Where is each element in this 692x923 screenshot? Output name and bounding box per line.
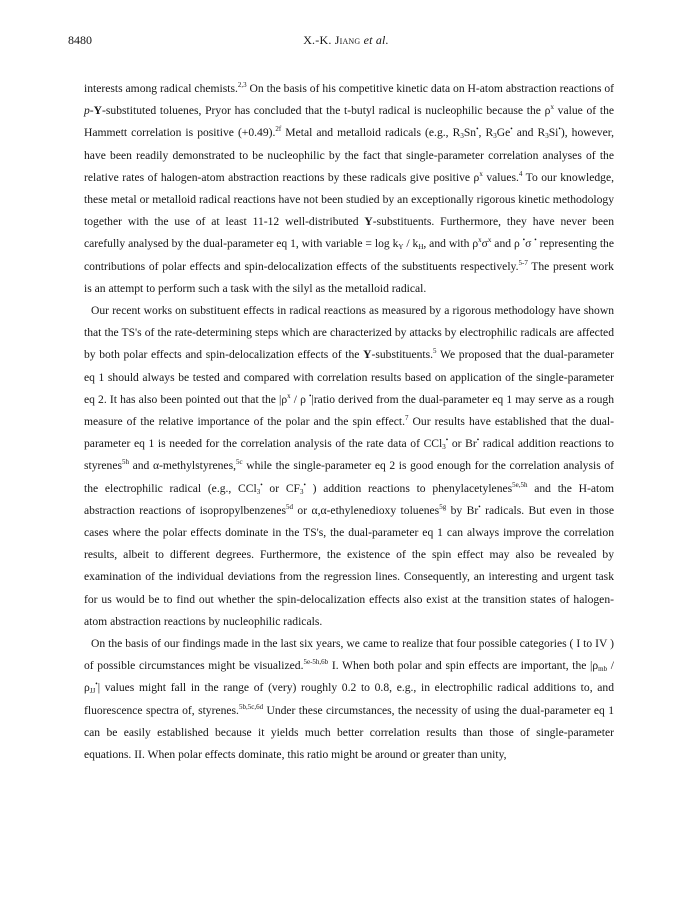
running-header — [0, 33, 692, 53]
page-number: 8480 — [68, 33, 92, 47]
paragraph-3: On the basis of our findings made in the last six years, we came to realize that four possible categories ( I to IV ) of possible circumstances might be visualized.$^{5e-5h,6b}$ I. When both polar and spin effects are important, the $|\rho_{mb} / \rho_{JJ}^•|$ values might fall in the range of (very) roughly 0.2 to 0.8, e.g., in electrophilic radical additions to, and fluorescence spectra of, styrenes.$^{5b,5c,6d}$ Under these circumstances, the necessity of using the dual-parameter eq 1 can be easily established because it yields much better correlation results than those of single-parameter equations. II. When polar effects dominate, this ratio might be around or greater than unity, — [84, 637, 614, 762]
running-title-et-al: et al. — [360, 33, 389, 47]
running-title-author: X.-K. — [303, 33, 335, 47]
article-body — [84, 78, 614, 766]
running-title-surname: Jiang — [334, 33, 361, 47]
paragraph-2: Our recent works on substituent effects in radical reactions as measured by a rigorous methodology have shown that the TS's of the rate-determining steps which are characterized by attacks by electrophilic radicals are affected by both polar effects and spin-delocalization effects of the Y-substituents.$^5$ We proposed that the dual-parameter eq 1 should always be tested and compared with correlation results based on application of the single-parameter eq 2. It has also been pointed out that the $|\rho^x$ / ρ •|ratio derived from the dual-parameter eq 1 may serve as a rough measure of the relative importance of the polar and the spin effect.$^7$ Our results have established that the dual-parameter eq 1 is needed for the correlation analysis of the rate data of CCl$_3$• or Br• radical addition reactions to styrenes$^{5h}$ and α-methylstyrenes,$^{5c}$ while the single-parameter eq 2 is good enough for the correlation analysis of the electrophilic radical (e.g., CCl$_3$• or $CF_3^•$ ) addition reactions to phenylacetylenes$^{5e,5h}$ and the H-atom abstraction reactions of isopropylbenzenes$^{5d}$ or α,α-ethylenedioxy toluenes$^{5g}$ by Br• radicals. But even in those cases where the polar effects dominate in the TS's, the dual-parameter eq 1 can always improve the correlation results, albeit to different degrees. Furthermore, the existence of the spin effect may also be revealed by examination of the individual deviations from the regression lines. Consequently, an interesting and urgent task for us would be to find out whether the spin-delocalization effects also exist at the transition states of halogen-atom abstraction reactions by nucleophilic radicals. — [84, 304, 615, 628]
paragraph-1: interests among radical chemists.$^{2,3}$ On the basis of his competitive kinetic data on H-atom abstraction reactions of p-Y-substituted toluenes, Pryor has concluded that the t-butyl radical is nucleophilic because the $\rho^x$ value of the Hammett correlation is positive (+0.49).$^{2f}$ Metal and metalloid radicals (e.g., $R_3Sn^•$, $R_3Ge^•$ and $R_3Si^•$), however, have been readily demonstrated to be nucleophilic by the fact that single-parameter correlation analyses of the relative rates of halogen-atom abstraction reactions by these radicals give positive $\rho^x$ values.$^4$ To our knowledge, these metal or metalloid radical reactions have not been studied by an exceptionally rigorous kinetic methodology together with the use of at least 11-12 well-distributed Y-substituents. Furthermore, they have never been carefully analysed by the dual-parameter eq 1, with variable = $\log k_Y / k_H$, and with $\rho^x\sigma^x$ and ρ •σ • representing the contributions of polar effects and spin-delocalization effects of the substituents respectively.$^{5-7}$ The present work is an attempt to perform such a task with the silyl as the metalloid radical. — [84, 81, 615, 295]
running-title — [0, 33, 692, 48]
